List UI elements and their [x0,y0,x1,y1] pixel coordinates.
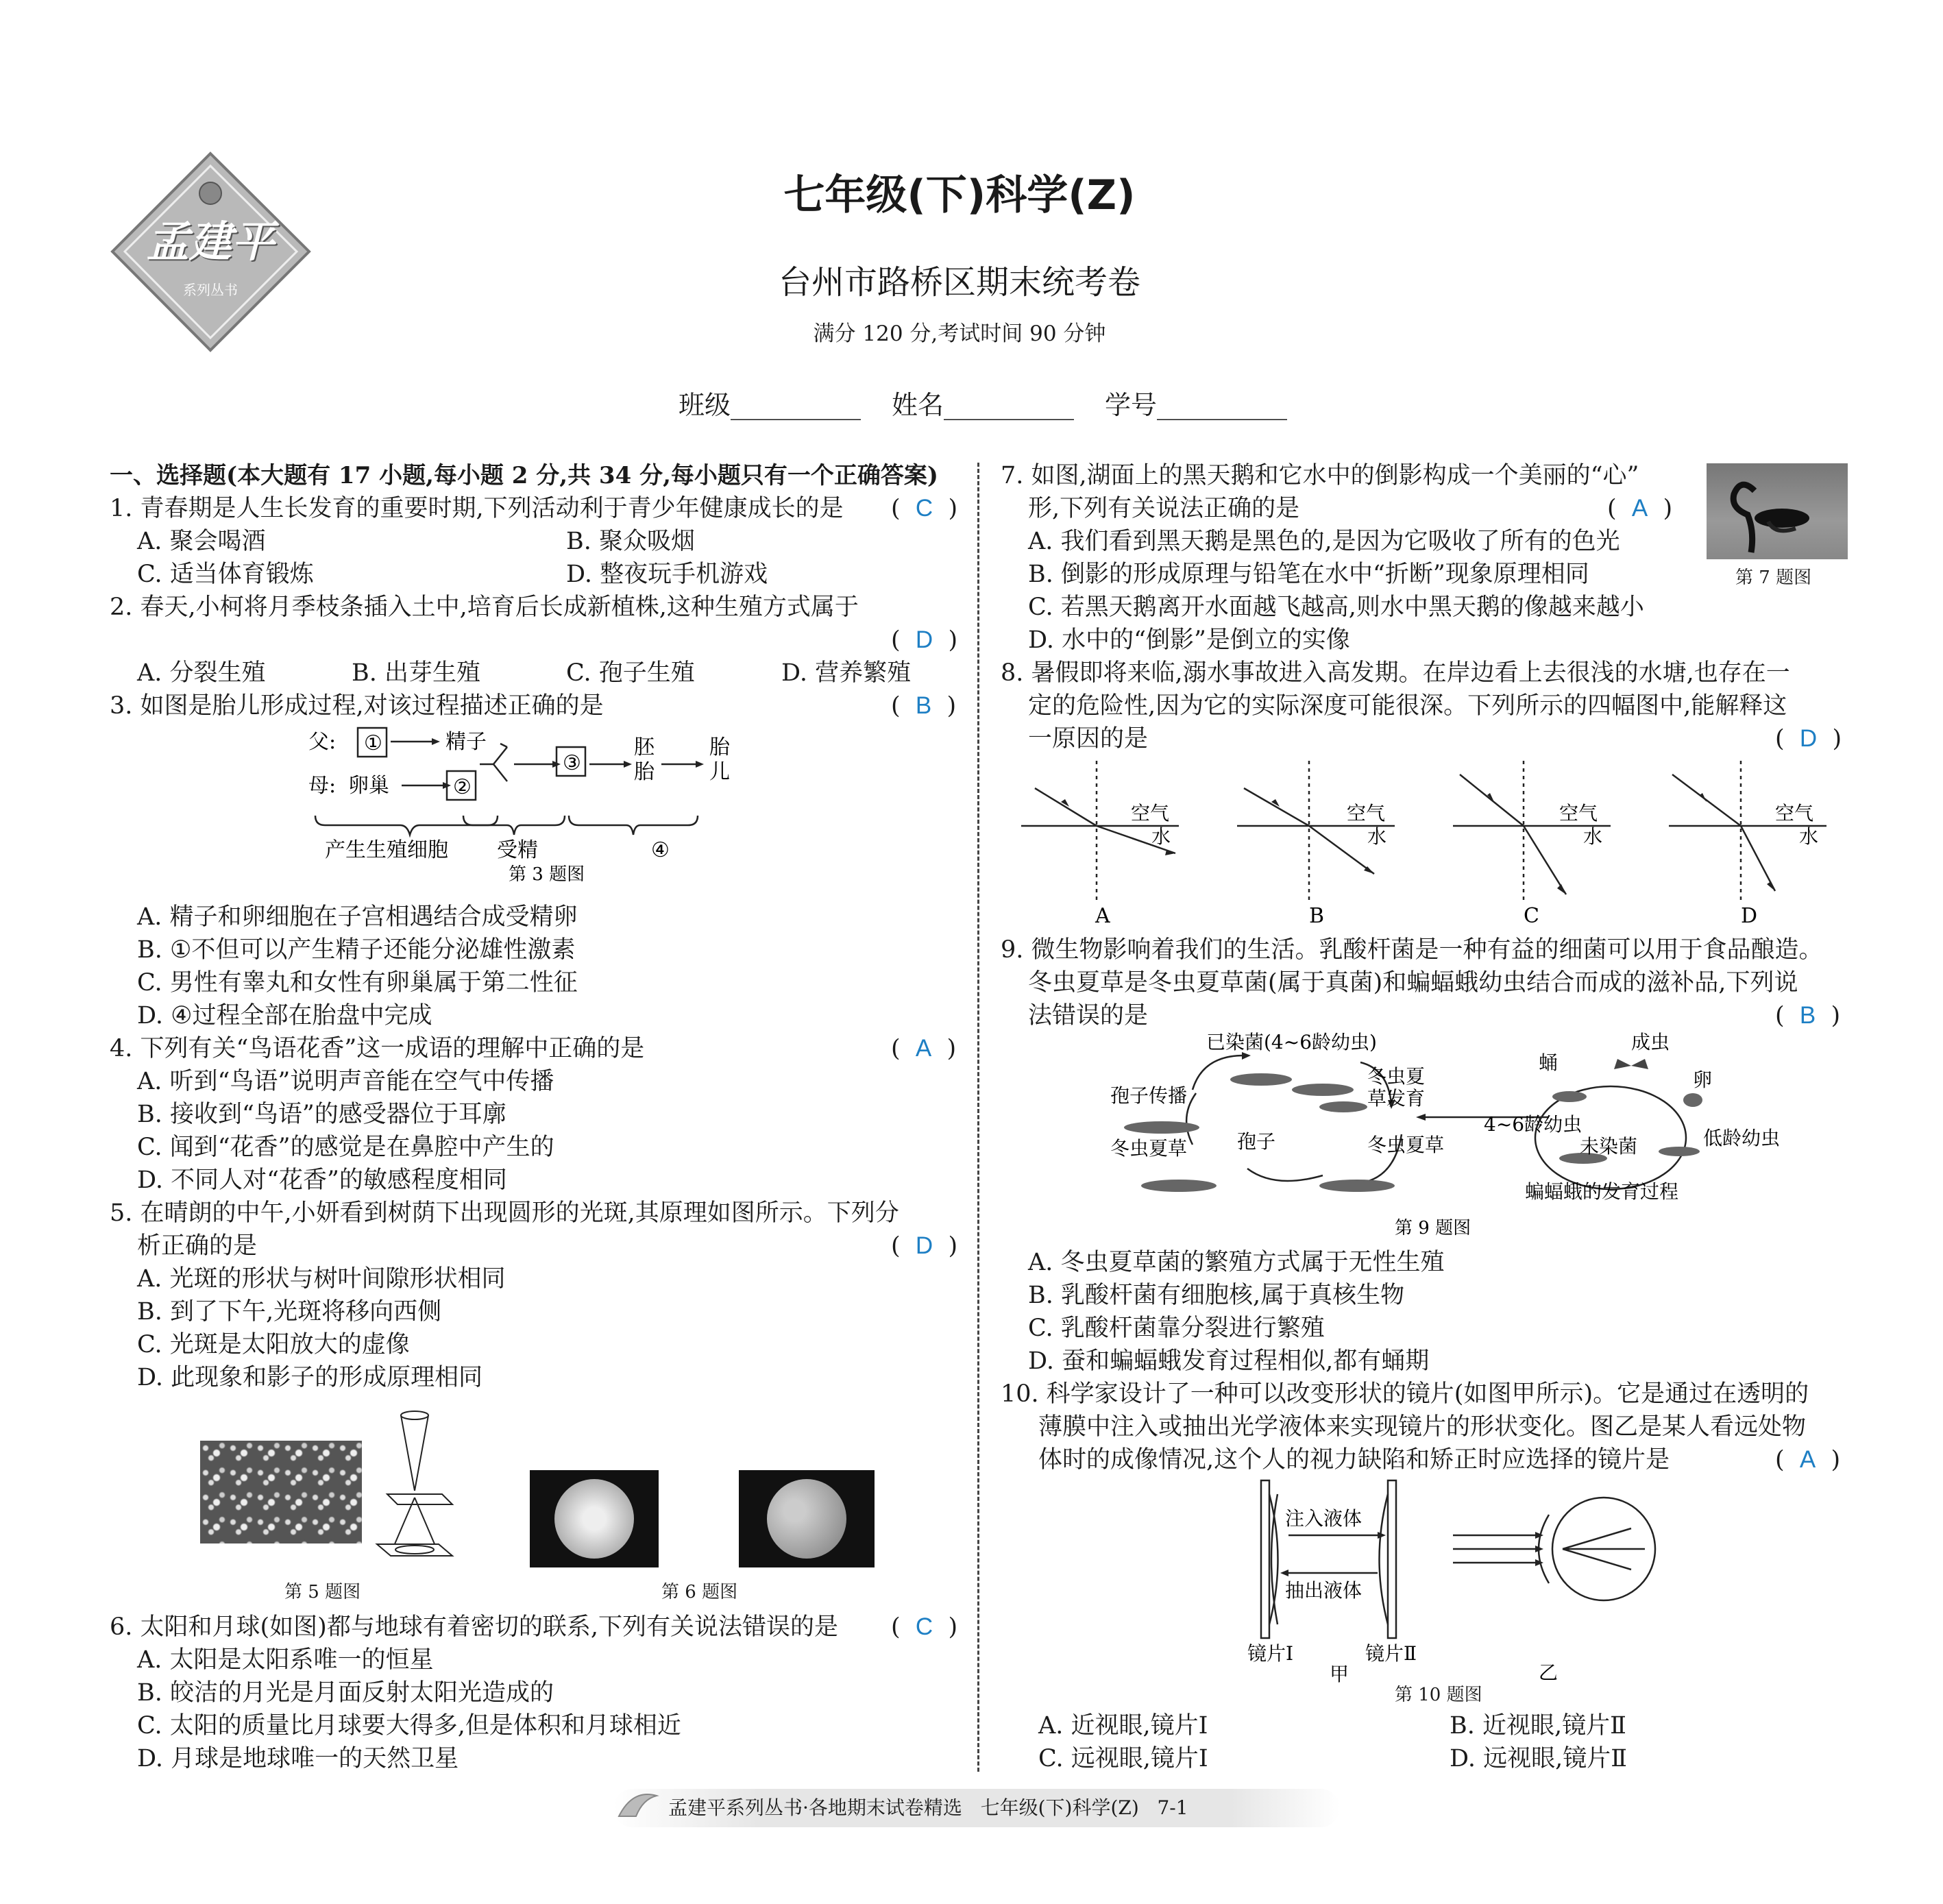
q6-answer: C [915,1613,933,1640]
q9-option-a[interactable]: A. 冬虫夏草菌的繁殖方式属于无性生殖 [1028,1249,1445,1276]
q3-answer: B [915,692,932,719]
q9-larva46: 4~6龄幼虫 [1484,1113,1582,1136]
leaf-icon [613,1789,661,1827]
exam-subtitle: 台州市路桥区期末统考卷 [778,263,1140,302]
q2-stem: 2. 春天,小柯将月季枝条插入土中,培育后长成新植株,这种生殖方式属于 [110,594,859,621]
q3-baby1: 胎 [709,735,730,759]
q10-option-c[interactable]: C. 远视眼,镜片Ⅰ [1038,1745,1208,1772]
q10-extract: 抽出液体 [1285,1579,1362,1602]
q5-answer-bracket: ( D ) [891,1232,958,1260]
q8-water-a: 水 [1151,825,1171,848]
q1-stem: 1. 青春期是人生长发育的重要时期,下列活动利于青少年健康成长的是 [110,495,844,522]
q8-air-b: 空气 [1347,802,1386,825]
q3-n4: ④ [651,838,670,862]
q3-option-c[interactable]: C. 男性有睾丸和女性有卵巢属于第二性征 [137,969,578,997]
q10-lens2: 镜片Ⅱ [1365,1642,1417,1665]
column-divider [977,463,979,1772]
q10-stem-line1: 10. 科学家设计了一种可以改变形状的镜片(如图甲所示)。它是通过在透明的 [1001,1380,1809,1408]
q6-option-a[interactable]: A. 太阳是太阳系唯一的恒星 [137,1646,434,1674]
q10-answer-bracket: ( A ) [1775,1446,1841,1474]
q5-answer: D [915,1232,933,1259]
q1-option-c[interactable]: C. 适当体育锻炼 [137,561,314,588]
q6-option-b[interactable]: B. 皎洁的月光是月面反射太阳光造成的 [137,1679,554,1707]
q5-option-d[interactable]: D. 此现象和影子的形成原理相同 [137,1364,483,1391]
q3-option-d[interactable]: D. ④过程全部在胎盘中完成 [137,1002,432,1029]
q10-stem-line3: 体时的成像情况,这个人的视力缺陷和矫正时应选择的镜片是 [1038,1446,1670,1474]
q10-caption: 第 10 题图 [1395,1685,1482,1705]
q7-caption: 第 7 题图 [1735,567,1812,588]
q8-water-c: 水 [1583,825,1603,848]
q9-grow1: 冬虫夏 [1367,1065,1426,1088]
q8-label-d: D [1741,904,1758,925]
q10-option-a[interactable]: A. 近视眼,镜片Ⅰ [1038,1712,1208,1740]
q5-caption: 第 5 题图 [284,1582,361,1602]
q5-stem-line2: 析正确的是 [137,1232,258,1260]
exam-title: 七年级(下)科学(Z) [783,171,1136,219]
q9-adult: 成虫 [1631,1031,1670,1053]
q1-answer: C [915,495,933,522]
footer-text: 孟建平系列丛书·各地期末试卷精选 七年级(下)科学(Z) 7-1 [668,1796,1188,1819]
q4-option-b[interactable]: B. 接收到“鸟语”的感受器位于耳廓 [137,1101,506,1128]
q3-mother-label: 母: [308,774,337,798]
q3-stage1: 产生生殖细胞 [325,838,448,862]
q6-option-d[interactable]: D. 月球是地球唯一的天然卫星 [137,1745,459,1772]
q3-ovary-label: 卵巢 [348,774,389,798]
footer-bar [613,1789,1340,1827]
q9-option-d[interactable]: D. 蚕和蝙蝠蛾发育过程相似,都有蛹期 [1028,1347,1430,1375]
class-field[interactable]: 班级__________ [679,390,861,420]
q4-option-d[interactable]: D. 不同人对“花香”的敏感程度相同 [137,1167,507,1194]
moon-icon [767,1479,846,1559]
publisher-logo [110,151,312,353]
q1-option-b[interactable]: B. 聚众吸烟 [566,528,695,555]
q2-option-b[interactable]: B. 出芽生殖 [352,659,480,687]
q6-option-c[interactable]: C. 太阳的质量比月球要大得多,但是体积和月球相近 [137,1712,681,1740]
q7-option-d[interactable]: D. 水中的“倒影”是倒立的实像 [1028,626,1350,654]
q10-lens-figure [1247,1474,1809,1707]
q3-option-b[interactable]: B. ①不但可以产生精子还能分泌雄性激素 [137,936,576,964]
q9-caption: 第 9 题图 [1395,1218,1471,1238]
q2-answer: D [915,626,933,653]
q9-infected: 已染菌(4~6龄幼虫) [1206,1031,1377,1053]
q1-option-d[interactable]: D. 整夜玩手机游戏 [566,561,768,588]
sun-icon [554,1479,634,1559]
q9-option-b[interactable]: B. 乳酸杆菌有细胞核,属于真核生物 [1028,1282,1405,1309]
q3-stage2: 受精 [497,838,538,862]
exam-meta: 满分 120 分,考试时间 90 分钟 [813,321,1106,346]
q7-answer-bracket: ( A ) [1607,495,1673,522]
q10-option-b[interactable]: B. 近视眼,镜片Ⅱ [1450,1712,1626,1740]
q8-water-b: 水 [1367,825,1387,848]
q4-option-c[interactable]: C. 闻到“花香”的感觉是在鼻腔中产生的 [137,1134,554,1161]
q9-pupa: 蛹 [1539,1051,1559,1074]
q6-stem: 6. 太阳和月球(如图)都与地球有着密切的联系,下列有关说法错误的是 [110,1613,838,1641]
q8-stem-line3: 一原因的是 [1028,725,1149,753]
q8-air-a: 空气 [1131,802,1170,825]
swan-icon [1707,463,1848,559]
q7-option-a[interactable]: A. 我们看到黑天鹅是黑色的,是因为它吸收了所有的色光 [1028,528,1620,555]
moth-icon [1614,1059,1648,1069]
q2-option-d[interactable]: D. 营养繁殖 [781,659,912,687]
q10-stem-line2: 薄膜中注入或抽出光学液体来实现镜片的形状变化。图乙是某人看远处物 [1038,1413,1807,1441]
logo-subtext: 系列丛书 [183,282,238,298]
q10-answer: A [1799,1446,1816,1473]
student-id-field[interactable]: 学号__________ [1105,390,1288,420]
section-heading: 一、选择题(本大题有 17 小题,每小题 2 分,共 34 分,每小题只有一个正确答案) [110,462,938,489]
q4-option-a[interactable]: A. 听到“鸟语”说明声音能在空气中传播 [137,1068,554,1095]
q5-option-c[interactable]: C. 光斑是太阳放大的虚像 [137,1331,410,1358]
q9-option-c[interactable]: C. 乳酸杆菌靠分裂进行繁殖 [1028,1315,1325,1342]
q9-spread: 孢子传播 [1110,1084,1188,1107]
q5-photo [200,1441,362,1543]
q6-caption: 第 6 题图 [661,1582,738,1602]
q8-stem-line1: 8. 暑假即将来临,溺水事故进入高发期。在岸边看上去很浅的水塘,也存在一 [1001,659,1790,687]
q7-stem-line1: 7. 如图,湖面上的黑天鹅和它水中的倒影构成一个美丽的“心” [1001,462,1639,489]
q9-stem-line2: 冬虫夏草是冬虫夏草菌(属于真菌)和蝙蝠蛾幼虫结合而成的滋补品,下列说 [1028,969,1798,997]
q10-inject: 注入液体 [1285,1507,1362,1530]
q3-embryo1: 胚 [634,735,655,759]
q6-answer-bracket: ( C ) [891,1613,958,1641]
q3-n3: ③ [563,751,581,775]
q5-option-b[interactable]: B. 到了下午,光斑将移向西侧 [137,1298,442,1326]
q5-option-a[interactable]: A. 光斑的形状与树叶间隙形状相同 [137,1265,506,1293]
q7-option-b[interactable]: B. 倒影的形成原理与铅笔在水中“折断”现象原理相同 [1028,561,1589,588]
logo-text: 孟建平 [146,217,274,267]
q8-air-c: 空气 [1559,802,1598,825]
q3-n1: ① [364,731,382,755]
q3-option-a[interactable]: A. 精子和卵细胞在子宫相遇结合成受精卵 [137,903,578,931]
q9-answer: B [1799,1002,1816,1029]
q10-yi: 乙 [1539,1661,1559,1684]
q9-young: 低龄幼虫 [1703,1127,1781,1149]
q9-stem-line1: 9. 微生物影响着我们的生活。乳酸杆菌是一种有益的细菌可以用于食品酿造。 [1001,936,1823,964]
q2-option-a[interactable]: A. 分裂生殖 [137,659,266,687]
q8-stem-line2: 定的危险性,因为它的实际深度可能很深。下列所示的四幅图中,能解释这 [1028,692,1787,720]
q9-process: 蝙蝠蛾的发育过程 [1525,1180,1679,1203]
q9-stem-line3: 法错误的是 [1028,1002,1149,1029]
q3-answer-bracket: ( B ) [891,692,957,720]
q5-stem-line1: 5. 在晴朗的中午,小妍看到树荫下出现圆形的光斑,其原理如图所示。下列分 [110,1199,899,1227]
q7-stem-line2: 形,下列有关说法正确的是 [1028,495,1300,522]
q3-sperm-label: 精子 [445,730,487,754]
q1-answer-bracket: ( C ) [891,495,958,522]
student-info-fields [679,387,1295,423]
name-field[interactable]: 姓名__________ [892,390,1075,420]
q9-lifecycle-figure [1097,1028,1796,1247]
q1-option-a[interactable]: A. 聚会喝酒 [137,528,266,555]
q9-uninfected: 未染菌 [1580,1135,1638,1158]
q4-answer-bracket: ( A ) [891,1035,957,1062]
q7-swan-photo [1707,463,1848,559]
q3-stem: 3. 如图是胎儿形成过程,对该过程描述正确的是 [110,692,604,720]
q8-answer: D [1799,725,1818,752]
q10-option-d[interactable]: D. 远视眼,镜片Ⅱ [1450,1745,1627,1772]
q5-pinhole-diagram [374,1408,456,1563]
q4-answer: A [915,1035,932,1062]
q6-moon-photo [739,1470,875,1567]
q7-option-c[interactable]: C. 若黑天鹅离开水面越飞越高,则水中黑天鹅的像越来越小 [1028,594,1644,621]
q9-grow2: 草发育 [1367,1087,1426,1110]
q3-n2: ② [453,775,472,799]
q3-embryo2: 胎 [634,760,655,784]
q9-egg: 卵 [1693,1069,1713,1091]
q9-cordyceps: 冬虫夏草 [1110,1137,1188,1160]
q7-answer: A [1631,495,1648,522]
q3-caption: 第 3 题图 [509,864,585,885]
q3-father-label: 父: [308,730,337,754]
q9-answer-bracket: ( B ) [1775,1002,1841,1029]
q8-label-b: B [1309,904,1325,925]
q2-answer-bracket: ( D ) [891,626,958,654]
q8-refraction-diagrams [1021,761,1864,925]
q4-stem: 4. 下列有关“鸟语花香”这一成语的理解中正确的是 [110,1035,645,1062]
q3-baby2: 儿 [709,760,730,784]
q3-figure [302,727,781,891]
q10-lens1: 镜片Ⅰ [1247,1642,1294,1665]
q8-answer-bracket: ( D ) [1775,725,1842,753]
q6-sun-photo [530,1470,659,1567]
q8-label-a: A [1095,904,1110,925]
q9-cordyceps2: 冬虫夏草 [1367,1134,1445,1156]
q8-air-d: 空气 [1775,802,1814,825]
q9-spore: 孢子 [1237,1130,1276,1153]
q8-water-d: 水 [1799,825,1819,848]
q8-label-c: C [1524,904,1539,925]
q2-option-c[interactable]: C. 孢子生殖 [566,659,695,687]
q10-jia: 甲 [1330,1663,1349,1685]
